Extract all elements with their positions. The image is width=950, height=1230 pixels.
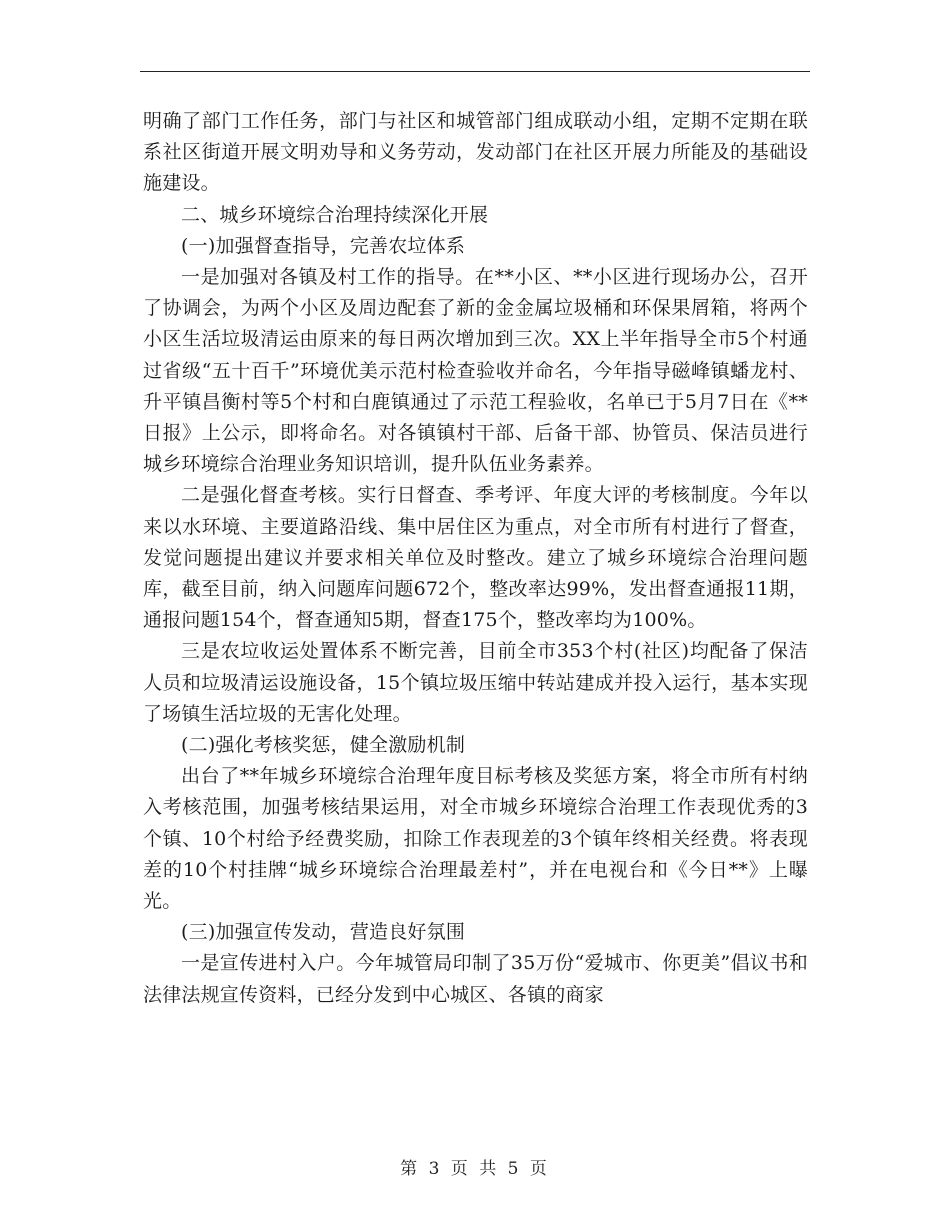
paragraph-incentives: 出台了**年城乡环境综合治理年度目标考核及奖惩方案，将全市所有村纳入考核范围，加强考核结果运用，对全市城乡环境综合治理工作表现优秀的3个镇、10个村给予经费奖励，扣除工作表现差的3个镇年终相关经费。将表现差的10个村挂牌“城乡环境综合治理最差村”，并在电视台和《今日**》上曝光。 xyxy=(143,765,808,913)
subsection-heading-2: (二)强化考核奖惩，健全激励机制 xyxy=(181,734,466,757)
paragraph-guidance: 一是加强对各镇及村工作的指导。在**小区、**小区进行现场办公，召开了协调会，为两个小区及周边配套了新的金金属垃圾桶和环保果屑箱，将两个小区生活垃圾清运由原来的每日两次增加到三次。XX上半年指导全市5个村通过省级“五十百千”环境优美示范村检查验收并命名，今年指导磁峰镇蟠龙村、升平镇昌衡村等5个村和白鹿镇通过了示范工程验收，名单已于5月7日在《**日报》上公示，即将命名。对各镇镇村干部、后备干部、协管员、保洁员进行城乡环境综合治理业务知识培训，提升队伍业务素养。 xyxy=(143,266,808,476)
document-body xyxy=(143,106,808,1011)
paragraph-inspection: 二是强化督查考核。实行日督查、季考评、年度大评的考核制度。今年以来以水环境、主要道路沿线、集中居住区为重点，对全市所有村进行了督查，发觉问题提出建议并要求相关单位及时整改。建立了城乡环境综合治理问题库，截至目前，纳入问题库问题672个，整改率达99%，发出督查通报11期，通报问题154个，督查通知5期，督查175个，整改率均为100%。 xyxy=(143,484,808,632)
paragraph-publicity: 一是宣传进村入户。今年城管局印制了35万份“爱城市、你更美”倡议书和法律法规宣传资料，已经分发到中心城区、各镇的商家 xyxy=(143,952,808,1006)
section-heading-2: 二、城乡环境综合治理持续深化开展 xyxy=(181,203,489,226)
subsection-heading-1: (一)加强督查指导，完善农垃体系 xyxy=(181,234,466,257)
subsection-heading-3: (三)加强宣传发动，营造良好氛围 xyxy=(181,921,466,944)
page-footer: 第 3 页 共 5 页 xyxy=(400,1159,550,1179)
header-rule xyxy=(140,71,810,72)
paragraph-continuation: 明确了部门工作任务，部门与社区和城管部门组成联动小组，定期不定期在联系社区街道开展文明劝导和义务劳动，发动部门在社区开展力所能及的基础设施建设。 xyxy=(143,110,808,195)
paragraph-waste-system: 三是农垃收运处置体系不断完善，目前全市353个村(社区)均配备了保洁人员和垃圾清运设施设备，15个镇垃圾压缩中转站建成并投入运行，基本实现了场镇生活垃圾的无害化处理。 xyxy=(143,640,808,725)
